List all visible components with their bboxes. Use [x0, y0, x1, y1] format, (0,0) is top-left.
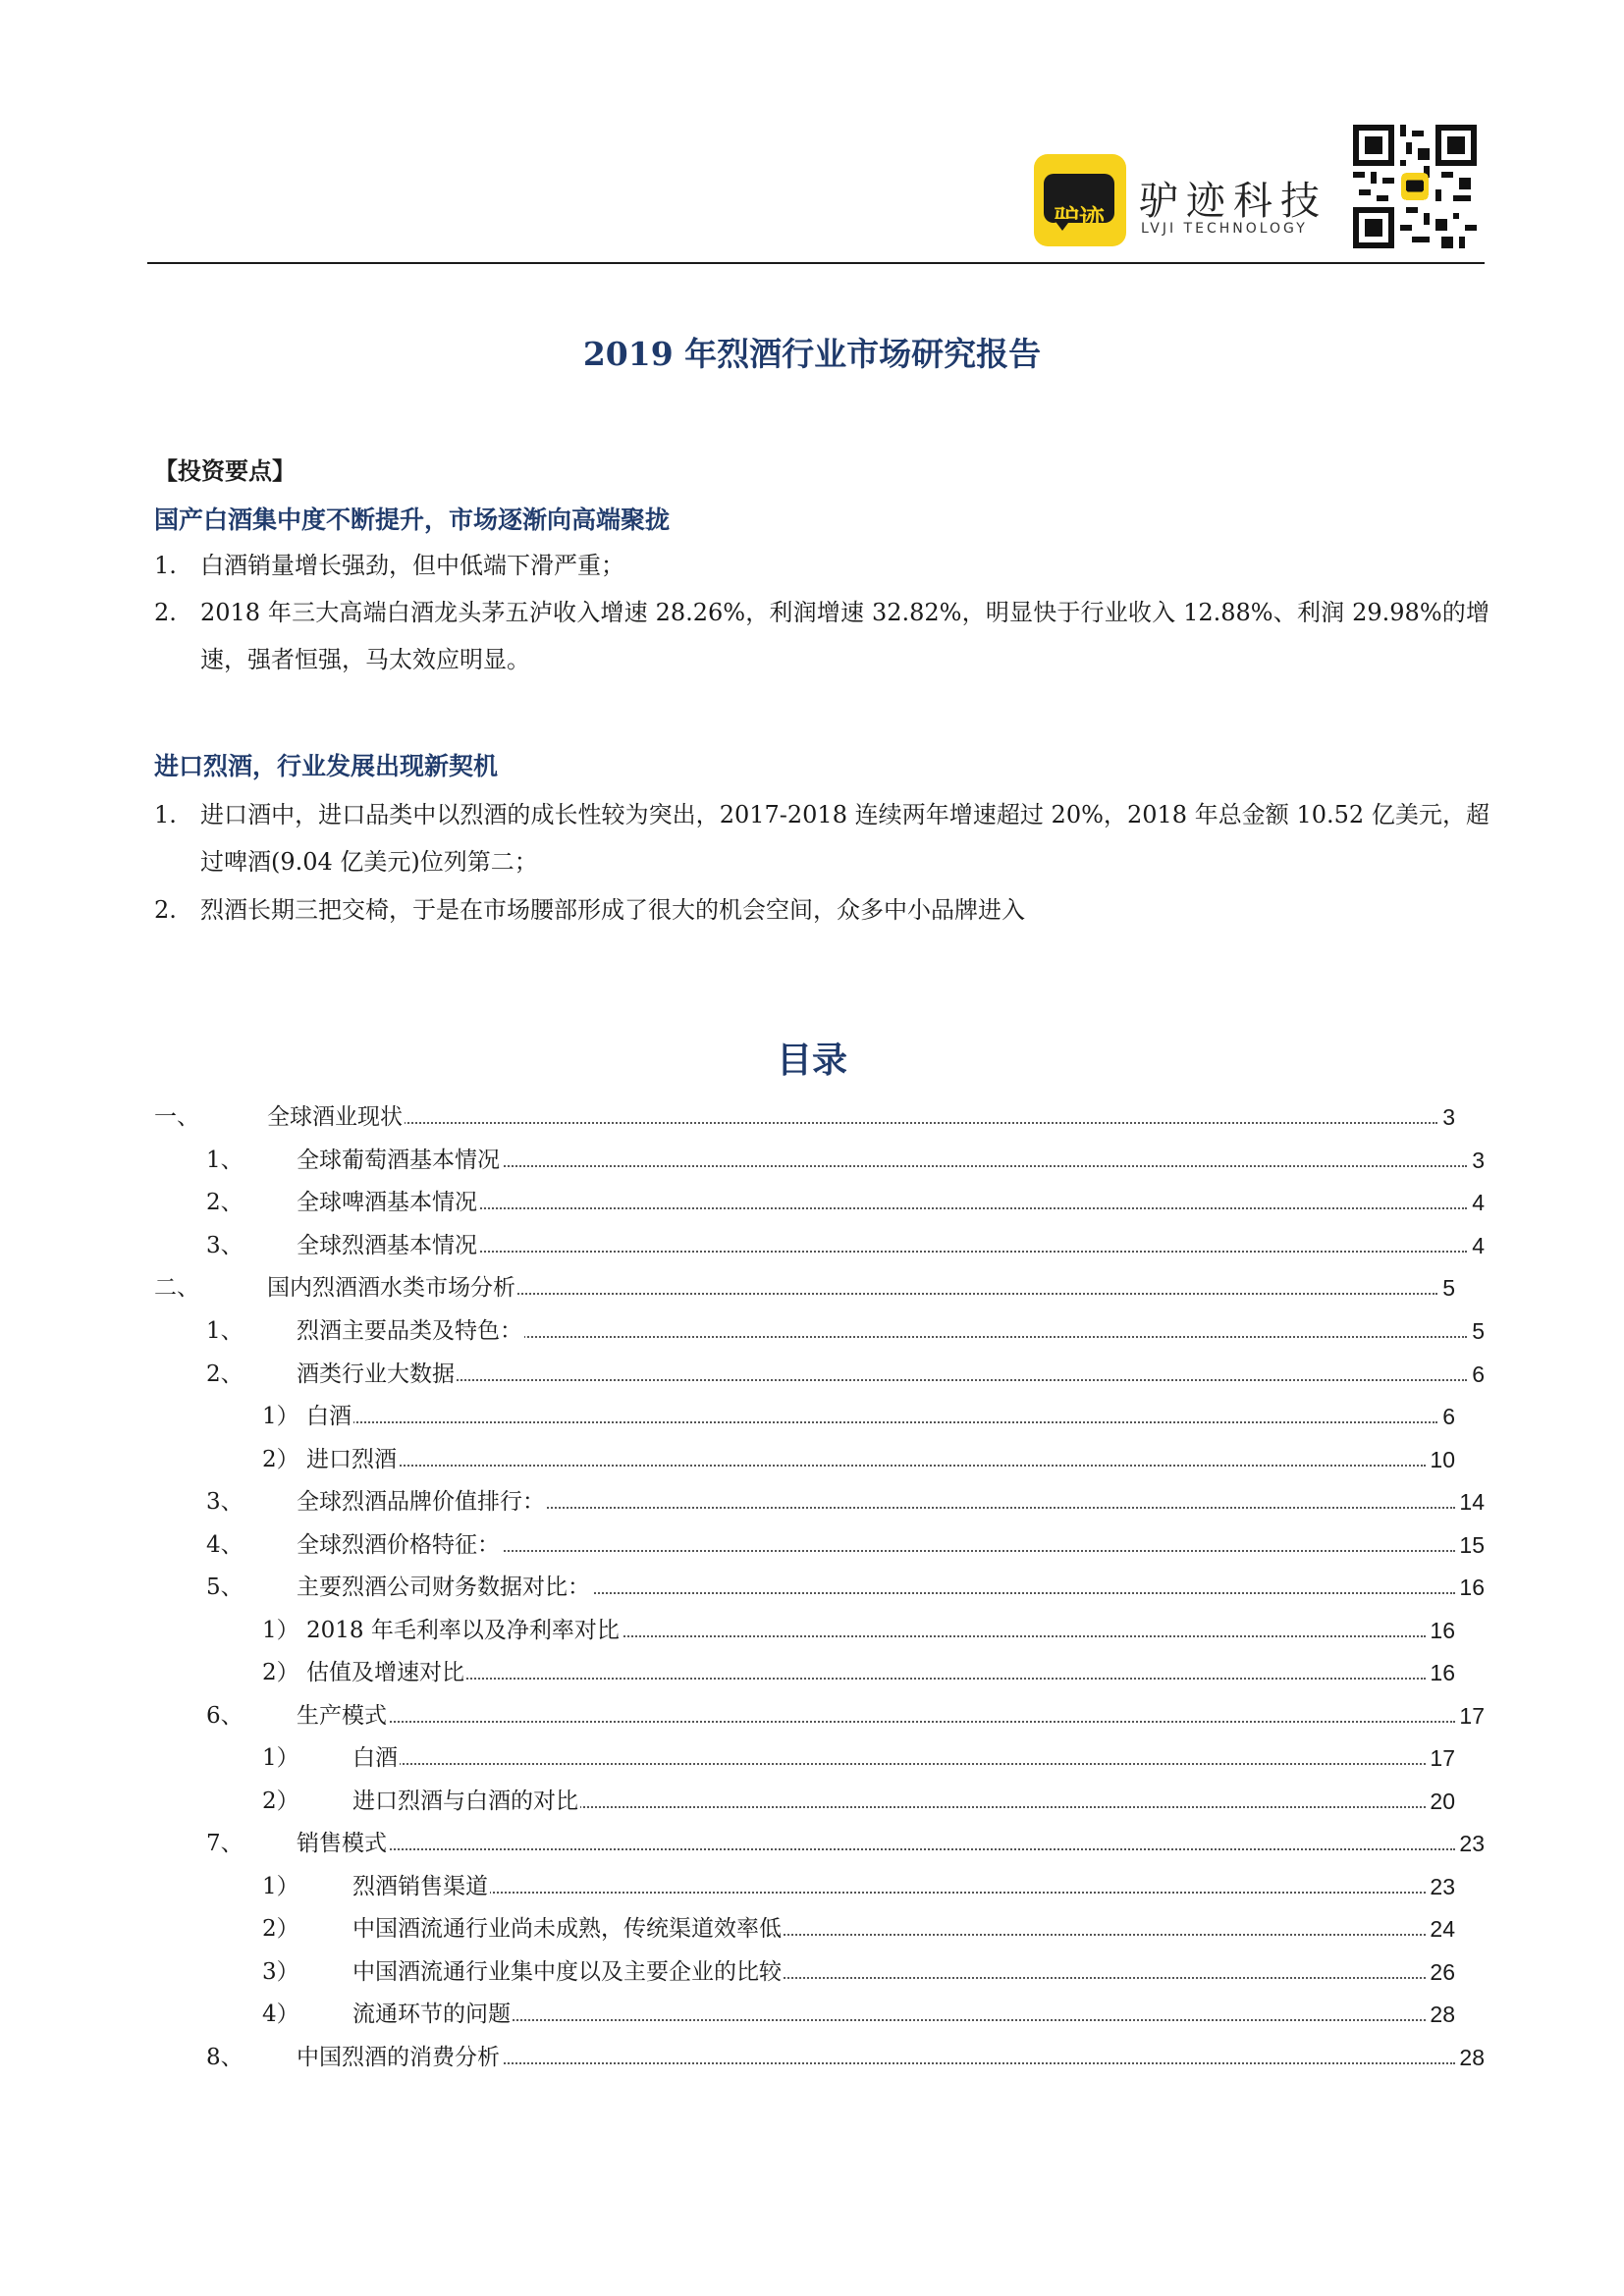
toc-page: 15: [1457, 1528, 1485, 1562]
item-text: 白酒销量增长强劲，但中低端下滑严重；: [200, 552, 624, 579]
toc-page: 5: [1440, 1271, 1455, 1305]
toc-entry[interactable]: [154, 1271, 1455, 1305]
toc-page: 14: [1457, 1485, 1485, 1519]
toc-number: 1）: [262, 1618, 299, 1643]
item-text: 进口酒中，进口品类中以烈酒的成长性较为突出，2017-2018 连续两年增速超过 20%，2018 年总金额 10.52 亿美元，超过啤酒(9.04 亿美元)位列第二；: [200, 801, 1489, 876]
toc-number: 二、: [154, 1275, 199, 1301]
item-number: 1.: [154, 552, 177, 579]
toc-page: 17: [1428, 1741, 1455, 1775]
toc-entry[interactable]: [206, 1571, 1485, 1604]
toc-label: 全球酒业现状: [267, 1100, 405, 1134]
toc-page: 6: [1470, 1358, 1485, 1391]
toc-label: 2018 年毛利率以及净利率对比: [306, 1614, 622, 1647]
toc-label: 中国酒流通行业集中度以及主要企业的比较: [352, 1955, 784, 1989]
toc-page: 17: [1457, 1699, 1485, 1733]
toc-label: 烈酒销售渠道: [352, 1870, 490, 1903]
toc-number: 2）: [262, 1660, 299, 1685]
brand-name-cn: 驴迹科技: [1139, 179, 1327, 224]
qr-code-icon: [1353, 125, 1477, 248]
toc-page: 20: [1428, 1785, 1455, 1818]
toc-label: 进口烈酒: [306, 1443, 399, 1476]
toc-number: 3、: [206, 1489, 244, 1515]
toc-label: 全球烈酒基本情况: [297, 1229, 479, 1262]
item-text: 烈酒长期三把交椅，于是在市场腰部形成了很大的机会空间，众多中小品牌进入: [200, 896, 1025, 924]
logo-icon: [1034, 154, 1126, 246]
toc-number: 1、: [206, 1148, 244, 1173]
toc-label: 中国烈酒的消费分析: [297, 2041, 502, 2074]
toc-entry[interactable]: [206, 1358, 1485, 1391]
toc-number: 7、: [206, 1831, 244, 1856]
toc-page: 24: [1428, 1912, 1455, 1946]
toc-entry[interactable]: [262, 1741, 1455, 1775]
logo-text: 驴迹: [1053, 205, 1105, 235]
toc-entry[interactable]: [262, 1400, 1455, 1433]
toc-label: 流通环节的问题: [352, 1998, 513, 2031]
toc-page: 5: [1470, 1314, 1485, 1348]
toc-page: 28: [1457, 2041, 1485, 2074]
toc-label: 主要烈酒公司财务数据对比：: [297, 1571, 592, 1604]
toc-page: 4: [1470, 1186, 1485, 1219]
toc-number: 1）: [262, 1874, 299, 1899]
header-divider: [147, 262, 1485, 264]
toc-entry[interactable]: [262, 1656, 1455, 1689]
toc-page: 26: [1428, 1955, 1455, 1989]
toc-number: 1）: [262, 1745, 299, 1771]
toc-entry[interactable]: [262, 1912, 1455, 1946]
item-number: 1.: [154, 801, 177, 828]
toc-label: 销售模式: [297, 1827, 389, 1860]
toc-entry[interactable]: [206, 1186, 1485, 1219]
toc-page: 28: [1428, 1998, 1455, 2031]
toc-label: 全球烈酒价格特征：: [297, 1528, 502, 1562]
toc-number: 1、: [206, 1318, 244, 1344]
toc-label: 烈酒主要品类及特色：: [297, 1314, 524, 1348]
toc-entry[interactable]: [262, 1955, 1455, 1989]
toc-entry[interactable]: [262, 1614, 1455, 1647]
toc-number: 2）: [262, 1916, 299, 1942]
toc-entry[interactable]: [206, 1827, 1485, 1860]
brand-name-en: LVJI TECHNOLOGY: [1141, 221, 1308, 237]
report-title: 2019 年烈酒行业市场研究报告: [582, 335, 1042, 373]
toc-number: 2、: [206, 1190, 244, 1215]
toc-entry[interactable]: [206, 1485, 1485, 1519]
toc-entry[interactable]: [206, 1229, 1485, 1262]
toc-label: 进口烈酒与白酒的对比: [352, 1785, 580, 1818]
toc-page: 3: [1470, 1144, 1485, 1177]
toc-number: 3、: [206, 1233, 244, 1258]
toc-number: 3）: [262, 1959, 299, 1985]
toc-entry[interactable]: [262, 1998, 1455, 2031]
toc-label: 估值及增速对比: [306, 1656, 466, 1689]
toc-number: 4、: [206, 1532, 244, 1558]
toc-page: 3: [1440, 1100, 1455, 1134]
toc-entry[interactable]: [206, 1699, 1485, 1733]
toc-label: 白酒: [306, 1400, 353, 1433]
toc-page: 6: [1440, 1400, 1455, 1433]
toc-number: 4）: [262, 2002, 299, 2027]
toc-number: 5、: [206, 1575, 244, 1600]
toc-page: 16: [1457, 1571, 1485, 1604]
toc-number: 8、: [206, 2045, 244, 2070]
toc-entry[interactable]: [206, 1314, 1485, 1348]
toc-page: 23: [1428, 1870, 1455, 1903]
highlight-heading: 国产白酒集中度不断提升，市场逐渐向高端聚拢: [154, 506, 671, 534]
item-number: 2.: [154, 599, 177, 626]
investment-highlights-tag: 【投资要点】: [154, 456, 296, 485]
toc-page: 4: [1470, 1229, 1485, 1262]
toc-label: 中国酒流通行业尚未成熟，传统渠道效率低: [352, 1912, 784, 1946]
toc-label: 白酒: [352, 1741, 400, 1775]
toc-entry[interactable]: [262, 1785, 1455, 1818]
toc-number: 2、: [206, 1362, 244, 1387]
toc-entry[interactable]: [206, 1528, 1485, 1562]
toc-number: 6、: [206, 1703, 244, 1729]
item-text: 2018 年三大高端白酒龙头茅五泸收入增速 28.26%，利润增速 32.82%，明显快于行业收入 12.88%、利润 29.98%的增速，强者恒强，马太效应明显。: [200, 599, 1489, 673]
toc-label: 生产模式: [297, 1699, 389, 1733]
toc-page: 23: [1457, 1827, 1485, 1860]
toc-number: 一、: [154, 1104, 199, 1130]
toc-page: 16: [1428, 1656, 1455, 1689]
toc-label: 酒类行业大数据: [297, 1358, 457, 1391]
toc-entry[interactable]: [206, 2041, 1485, 2074]
toc-label: 全球烈酒品牌价值排行：: [297, 1485, 547, 1519]
highlight-heading: 进口烈酒，行业发展出现新契机: [154, 752, 499, 780]
toc-number: 1）: [262, 1404, 299, 1429]
toc-page: 16: [1428, 1614, 1455, 1647]
item-number: 2.: [154, 896, 177, 924]
toc-entry[interactable]: [154, 1100, 1455, 1134]
toc-label: 全球啤酒基本情况: [297, 1186, 479, 1219]
page-header: [147, 123, 1485, 260]
toc-entry[interactable]: [206, 1144, 1485, 1177]
toc-number: 2）: [262, 1789, 299, 1814]
toc-entry[interactable]: [262, 1870, 1455, 1903]
toc-title: 目录: [776, 1040, 847, 1081]
toc-number: 2）: [262, 1447, 299, 1472]
toc-page: 10: [1428, 1443, 1455, 1476]
toc-label: 国内烈酒酒水类市场分析: [267, 1271, 517, 1305]
toc-entry[interactable]: [262, 1443, 1455, 1476]
toc-label: 全球葡萄酒基本情况: [297, 1144, 502, 1177]
